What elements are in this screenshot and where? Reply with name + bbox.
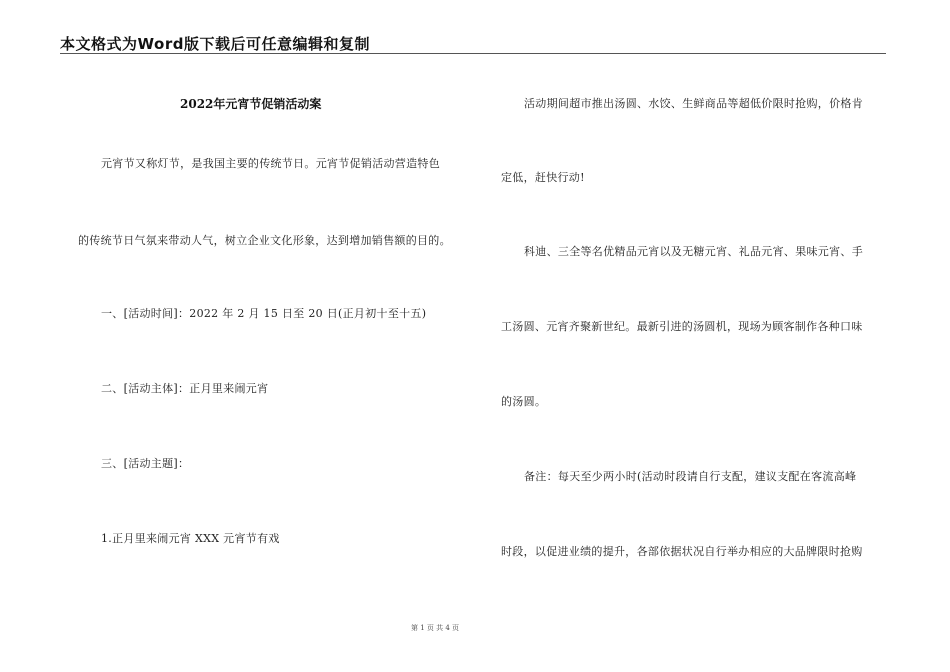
document-title: 2022年元宵节促销活动案	[180, 97, 322, 111]
paragraph-line: 科迪、三全等名优精品元宵以及无糖元宵、礼品元宵、果味元宵、手	[524, 245, 863, 258]
paragraph-line: 备注：每天至少两小时(活动时段请自行支配，建议支配在客流高峰	[524, 470, 857, 483]
header-title: 本文格式为Word版下载后可任意编辑和复制	[60, 35, 370, 53]
paragraph-line: 的传统节日气氛来带动人气，树立企业文化形象，达到增加销售额的目的。	[78, 234, 451, 247]
paragraph-line: 元宵节又称灯节，是我国主要的传统节日。元宵节促销活动营造特色	[101, 157, 440, 170]
paragraph-line: 的汤圆。	[501, 395, 547, 408]
page-number: 第 1 页 共 4 页	[410, 624, 460, 632]
paragraph-line: 时段，以促进业绩的提升，各部依据状况自行举办相应的大品牌限时抢购	[501, 545, 863, 558]
paragraph-line: 二、[活动主体]：正月里来闹元宵	[101, 382, 269, 395]
paragraph-line: 定低，赶快行动!	[501, 171, 585, 184]
paragraph-line: 一、[活动时间]：2022 年 2 月 15 日至 20 日(正月初十至十五)	[101, 307, 427, 320]
header-divider	[60, 53, 886, 54]
paragraph-line: 三、[活动主题]：	[101, 457, 190, 470]
paragraph-line: 工汤圆、元宵齐聚新世纪。最新引进的汤圆机，现场为顾客制作各种口味	[501, 320, 863, 333]
paragraph-line: 1.正月里来闹元宵 XXX 元宵节有戏	[101, 532, 280, 545]
paragraph-line: 活动期间超市推出汤圆、水饺、生鲜商品等超低价限时抢购，价格肯	[524, 97, 863, 110]
